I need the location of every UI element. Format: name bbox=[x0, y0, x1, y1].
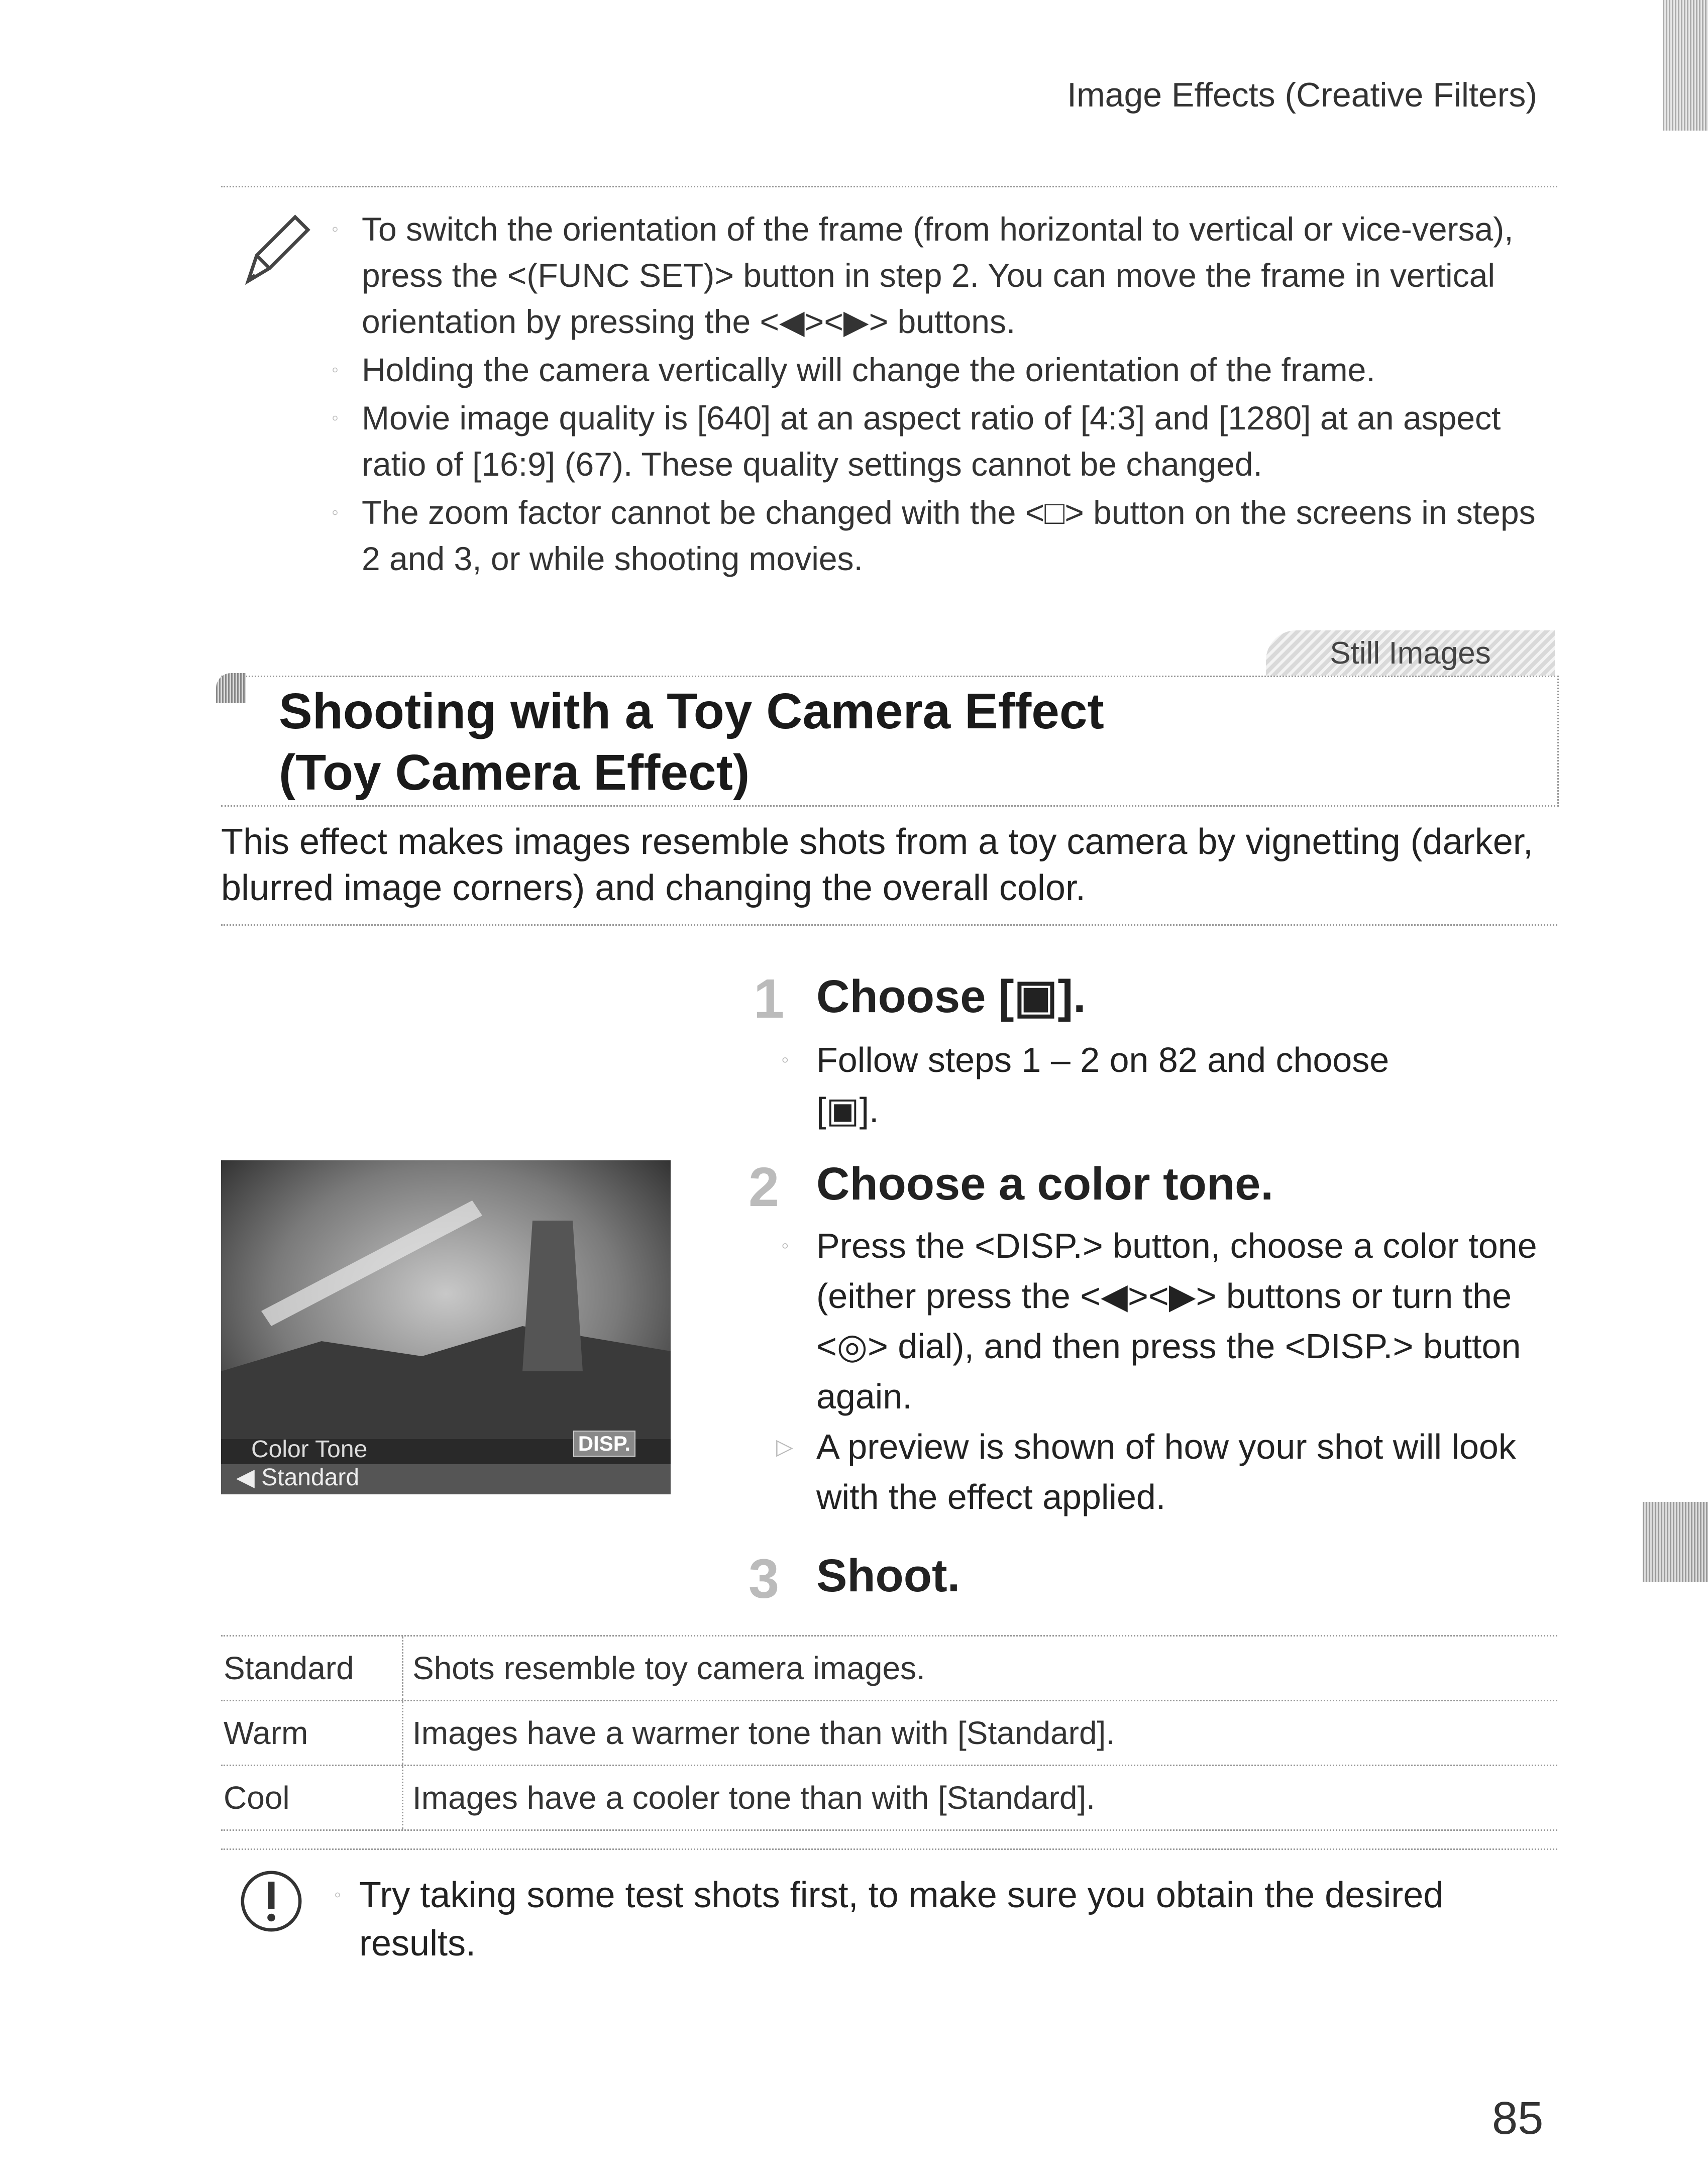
pencil-note-icon bbox=[231, 208, 316, 294]
note-item: ◦ The zoom factor cannot be changed with the <□> button on the screens in steps 2 and 3, or while shooting movies. bbox=[332, 494, 1536, 577]
step-number: 1 bbox=[754, 968, 785, 1030]
tone-name: Standard bbox=[221, 1637, 403, 1700]
note-item: ◦ Movie image quality is [640] at an aspect ratio of [4:3] and [1280] at an aspect ratio of [16:9] (67). These quality settings cannot be changed. bbox=[332, 399, 1501, 483]
step-text: Follow steps 1 – 2 on 82 and choose [▣]. bbox=[816, 1040, 1390, 1130]
step-bullet: ◦ bbox=[781, 1047, 789, 1072]
screen-preview-image bbox=[221, 1160, 671, 1494]
step-bullet: ▷ bbox=[776, 1435, 793, 1459]
step-text: Press the <DISP.> button, choose a color tone (either press the <◀><▶> buttons or turn the <◎> dial), and then press the <DISP.> button again. bbox=[816, 1226, 1537, 1416]
tone-name: Warm bbox=[221, 1701, 403, 1765]
section-intro: This effect makes images resemble shots from a toy camera by vignetting (darker, blurred image corners) and changing the overall color. bbox=[221, 822, 1533, 908]
table-row bbox=[221, 1637, 1557, 1701]
note-list bbox=[332, 206, 1552, 584]
step-number: 2 bbox=[749, 1156, 780, 1218]
intro-rule bbox=[221, 924, 1557, 926]
still-images-badge: Still Images bbox=[1266, 630, 1555, 676]
section-tab-marker bbox=[1643, 1502, 1708, 1582]
table-row bbox=[221, 1766, 1557, 1831]
step-bullet: ◦ bbox=[781, 1233, 789, 1258]
page-header-title: Image Effects (Creative Filters) bbox=[1067, 76, 1537, 114]
tone-description: Shots resemble toy camera images. bbox=[412, 1650, 925, 1686]
tone-description: Images have a warmer tone than with [Standard]. bbox=[412, 1715, 1115, 1751]
disp-button-indicator: DISP. bbox=[573, 1431, 635, 1457]
chapter-tab-marker bbox=[1663, 0, 1708, 131]
tone-description: Images have a cooler tone than with [Standard]. bbox=[412, 1780, 1096, 1816]
section-corner-decoration bbox=[216, 673, 246, 703]
note-item: ◦ Holding the camera vertically will change the orientation of the frame. bbox=[332, 351, 1375, 388]
caution-bullet: ◦ bbox=[334, 1884, 342, 1906]
step-title: Choose a color tone. bbox=[816, 1158, 1273, 1210]
color-tone-label: Color Tone bbox=[251, 1436, 368, 1463]
note-item: ◦ To switch the orientation of the frame (from horizontal to vertical or vice-versa), press the <(FUNC SET)> button in step 2. You can move the frame in vertical orientation by pressing the <◀><▶> buttons. bbox=[332, 210, 1514, 340]
tone-selection-label: ◀ Standard bbox=[236, 1464, 360, 1491]
caution-text: Try taking some test shots first, to make sure you obtain the desired results. bbox=[359, 1875, 1444, 1964]
caution-exclamation-icon bbox=[239, 1869, 304, 1934]
caution-rule bbox=[221, 1848, 1557, 1850]
page-number: 85 bbox=[1492, 2093, 1544, 2144]
step-title: Choose [▣]. bbox=[816, 971, 1086, 1022]
header-rule bbox=[221, 186, 1557, 187]
color-tone-table bbox=[221, 1635, 1557, 1831]
step-title: Shoot. bbox=[816, 1550, 960, 1601]
step-number: 3 bbox=[749, 1548, 780, 1610]
step-text: A preview is shown of how your shot will look with the effect applied. bbox=[816, 1427, 1516, 1516]
tone-name: Cool bbox=[221, 1766, 403, 1829]
section-title: Shooting with a Toy Camera Effect (Toy Camera Effect) bbox=[279, 683, 1104, 801]
table-row bbox=[221, 1701, 1557, 1766]
